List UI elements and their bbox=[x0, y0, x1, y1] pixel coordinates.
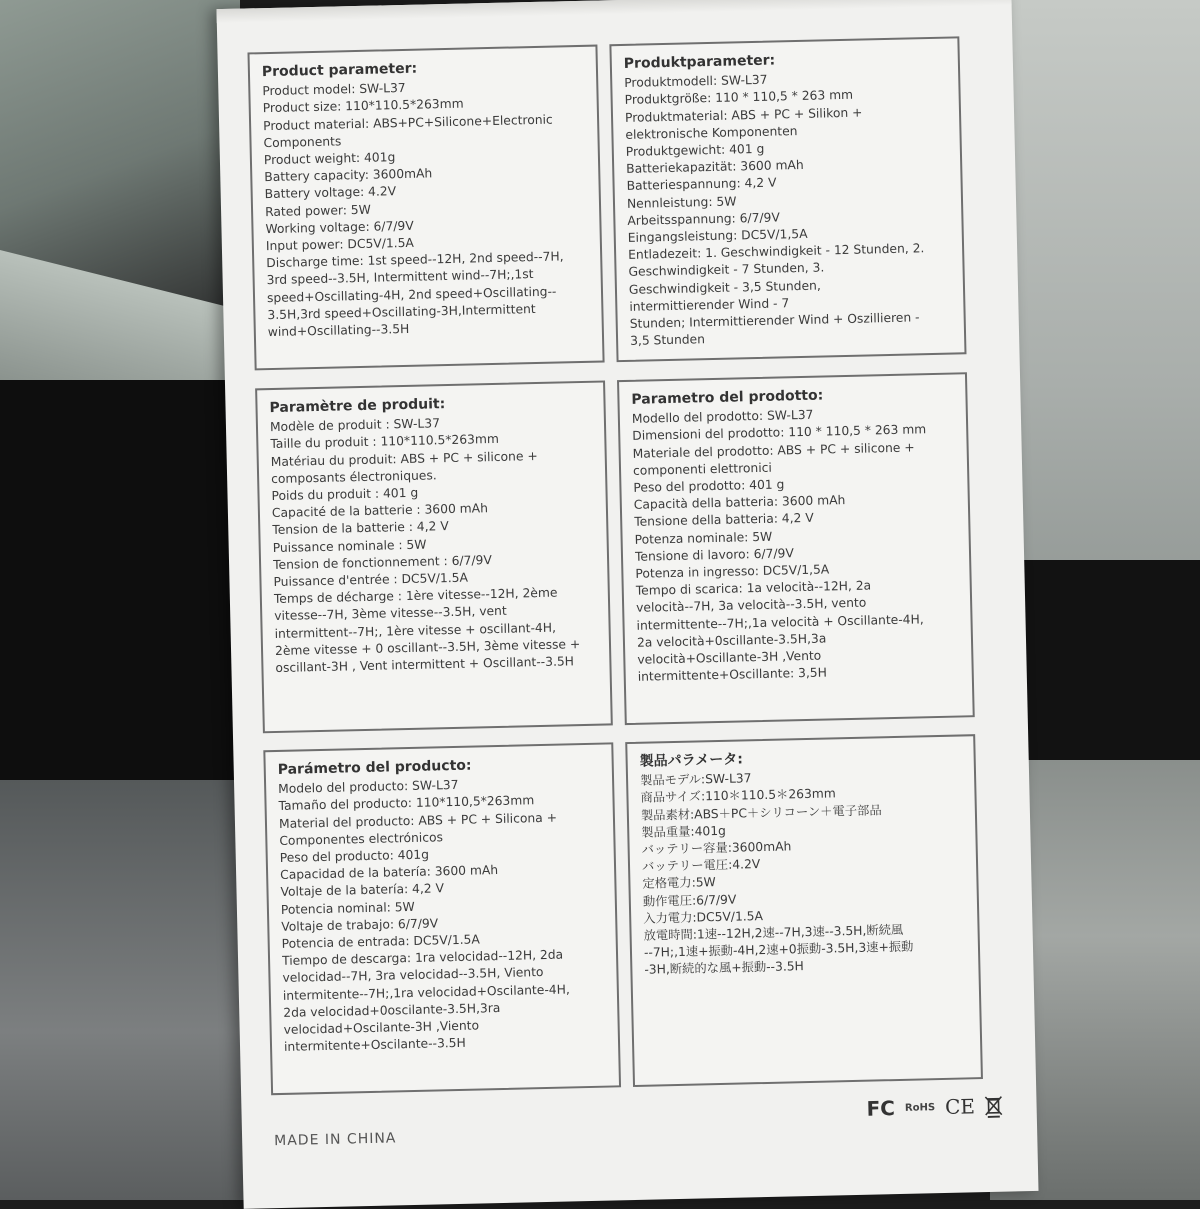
spec-line: Potencia nominal: 5W bbox=[281, 894, 603, 919]
fc-mark: FC bbox=[866, 1096, 895, 1121]
panel-german bbox=[609, 36, 966, 362]
spec-line: Capacidad de la batería: 3600 mAh bbox=[280, 860, 602, 885]
made-in-label: MADE IN CHINA bbox=[274, 1130, 397, 1149]
spec-line: componenti elettronici bbox=[633, 455, 955, 480]
spec-line: Potenza nominale: 5W bbox=[634, 524, 956, 549]
panel-english bbox=[247, 45, 604, 371]
ce-mark: CE bbox=[945, 1094, 975, 1119]
spec-line: 3.5H,3rd speed+Oscillating-3H,Intermittent bbox=[267, 300, 589, 325]
spec-line: Stunden; Intermittierender Wind + Oszillieren - bbox=[630, 309, 952, 334]
spec-line: Poids du produit : 401 g bbox=[271, 481, 593, 506]
spec-line: 入力電力:DC5V/1.5A bbox=[643, 903, 965, 928]
spec-line: Product size: 110*110.5*263mm bbox=[263, 93, 585, 118]
background-left-bottom bbox=[0, 780, 260, 1200]
spec-line: intermittierender Wind - 7 bbox=[629, 291, 951, 316]
spec-line: 製品モデル:SW-L37 bbox=[640, 766, 962, 791]
panel-title: Paramètre de produit: bbox=[269, 393, 591, 418]
spec-line: vitesse--7H, 3ème vitesse--3.5H, vent bbox=[274, 601, 596, 626]
panel-lines bbox=[278, 774, 606, 1056]
background-left-dark bbox=[0, 380, 250, 800]
spec-line: バッテリー電圧:4.2V bbox=[642, 852, 964, 877]
panel-lines bbox=[640, 766, 967, 980]
spec-line: 2ème vitesse + 0 oscillant--3.5H, 3ème vitesse + bbox=[275, 636, 597, 661]
spec-line: speed+Oscillating-4H, 2nd speed+Oscillating-- bbox=[267, 282, 589, 307]
panel-french bbox=[255, 380, 613, 733]
spec-line: Battery capacity: 3600mAh bbox=[264, 162, 586, 187]
panel-title: Parametro del prodotto: bbox=[631, 385, 953, 410]
spec-line: 定格電力:5W bbox=[642, 869, 964, 894]
spec-line: Puissance nominale : 5W bbox=[273, 532, 595, 557]
spec-line: Produktgröße: 110 * 110,5 * 263 mm bbox=[624, 85, 946, 110]
panel-lines bbox=[270, 412, 598, 677]
spec-line: Dimensioni del prodotto: 110 * 110,5 * 263 mm bbox=[632, 421, 954, 446]
spec-line: 3,5 Stunden bbox=[630, 326, 952, 351]
spec-line: Tamaño del producto: 110*110,5*263mm bbox=[278, 791, 600, 816]
rohs-mark: RoHS bbox=[905, 1102, 935, 1114]
spec-line: Voltaje de trabajo: 6/7/9V bbox=[281, 911, 603, 936]
spec-line: Arbeitsspannung: 6/7/9V bbox=[627, 205, 949, 230]
spec-line: composants électroniques. bbox=[271, 464, 593, 489]
spec-line: Produktmodell: SW-L37 bbox=[624, 68, 946, 93]
spec-line: Potencia de entrada: DC5V/1.5A bbox=[282, 929, 604, 954]
panel-title: Produktparameter: bbox=[624, 49, 946, 74]
spec-line: Modello del prodotto: SW-L37 bbox=[632, 404, 954, 429]
spec-line: velocidad--7H, 3ra velocidad--3.5H, Viento bbox=[282, 963, 604, 988]
panel-title: 製品パラメータ: bbox=[639, 746, 961, 771]
spec-line: 製品素材:ABS＋PC＋シリコーン＋電子部品 bbox=[641, 800, 963, 825]
spec-line: Geschwindigkeit - 3,5 Stunden, bbox=[629, 274, 951, 299]
spec-line: intermittent--7H;, 1ère vitesse + oscillant-4H, bbox=[274, 618, 596, 643]
product-box bbox=[216, 0, 1038, 1209]
spec-line: elektronische Komponenten bbox=[625, 119, 947, 144]
spec-line: Capacité de la batterie : 3600 mAh bbox=[272, 498, 594, 523]
panel-title: Product parameter: bbox=[262, 57, 584, 82]
spec-line: Tension de fonctionnement : 6/7/9V bbox=[273, 550, 595, 575]
spec-line: Temps de décharge : 1ère vitesse--12H, 2ème bbox=[274, 584, 596, 609]
spec-line: Material del producto: ABS + PC + Silicona + bbox=[279, 808, 601, 833]
spec-line: Product weight: 401g bbox=[264, 145, 586, 170]
spec-line: Components bbox=[263, 128, 585, 153]
spec-line: Produktmaterial: ABS + PC + Silikon + bbox=[625, 102, 947, 127]
spec-line: Produktgewicht: 401 g bbox=[626, 137, 948, 162]
spec-line: Potenza in ingresso: DC5V/1,5A bbox=[635, 559, 957, 584]
spec-line: -3H,断続的な風+振動--3.5H bbox=[644, 955, 966, 980]
spec-line: velocità+Oscillante-3H ,Vento bbox=[637, 645, 959, 670]
panel-japanese bbox=[625, 734, 983, 1087]
spec-line: Batteriekapazität: 3600 mAh bbox=[626, 154, 948, 179]
spec-line: Input power: DC5V/1.5A bbox=[266, 231, 588, 256]
spec-line: Rated power: 5W bbox=[265, 196, 587, 221]
spec-line: Modèle de produit : SW-L37 bbox=[270, 412, 592, 437]
panel-spanish bbox=[263, 742, 621, 1095]
spec-line: Voltaje de la batería: 4,2 V bbox=[280, 877, 602, 902]
spec-line: 商品サイズ:110＊110.5＊263mm bbox=[640, 783, 962, 808]
spec-line: velocidad+Oscilante-3H ,Viento bbox=[283, 1015, 605, 1040]
spec-line: velocità--7H, 3a velocità--3.5H, vento bbox=[636, 593, 958, 618]
spec-line: Nennleistung: 5W bbox=[627, 188, 949, 213]
spec-line: 2a velocità+0scillante-3.5H,3a bbox=[637, 627, 959, 652]
box-top-edge bbox=[216, 0, 1011, 23]
panel-italian bbox=[617, 372, 975, 725]
spec-line: Peso del prodotto: 401 g bbox=[633, 473, 955, 498]
spec-line: バッテリー容量:3600mAh bbox=[641, 834, 963, 859]
spec-line: 2da velocidad+0oscilante-3.5H,3ra bbox=[283, 997, 605, 1022]
spec-line: Battery voltage: 4.2V bbox=[265, 179, 587, 204]
spec-line: Geschwindigkeit - 7 Stunden, 3. bbox=[628, 257, 950, 282]
spec-line: oscillant-3H , Vent intermittent + Oscillant--3.5H bbox=[275, 653, 597, 678]
spec-line: 動作電圧:6/7/9V bbox=[643, 886, 965, 911]
spec-line: intermittente+Oscillante: 3,5H bbox=[638, 662, 960, 687]
panel-lines bbox=[632, 404, 960, 686]
spec-line: wind+Oscillating--3.5H bbox=[268, 317, 590, 342]
spec-line: Tiempo de descarga: 1ra velocidad--12H, 2da bbox=[282, 946, 604, 971]
panel-lines bbox=[262, 76, 590, 341]
spec-line: Tempo di scarica: 1a velocità--12H, 2a bbox=[636, 576, 958, 601]
spec-line: 製品重量:401g bbox=[641, 817, 963, 842]
spec-line: intermittente--7H;,1a velocità + Oscillante-4H, bbox=[636, 610, 958, 635]
spec-line: Product material: ABS+PC+Silicone+Electronic bbox=[263, 110, 585, 135]
panel-lines bbox=[624, 68, 952, 350]
spec-line: 放電時間:1速--12H,2速--7H,3速--3.5H,断続風 bbox=[643, 920, 965, 945]
spec-line: Tensione della batteria: 4,2 V bbox=[634, 507, 956, 532]
spec-line: Eingangsleistung: DC5V/1,5A bbox=[628, 223, 950, 248]
spec-line: Tensione di lavoro: 6/7/9V bbox=[635, 541, 957, 566]
spec-line: Puissance d'entrée : DC5V/1.5A bbox=[273, 567, 595, 592]
spec-line: Capacità della batteria: 3600 mAh bbox=[634, 490, 956, 515]
spec-line: Materiale del prodotto: ABS + PC + silicone + bbox=[632, 438, 954, 463]
spec-line: intermitente+Oscilante--3.5H bbox=[284, 1032, 606, 1057]
spec-line: Batteriespannung: 4,2 V bbox=[626, 171, 948, 196]
crossed-bin-icon bbox=[985, 1094, 1004, 1118]
spec-line: 3rd speed--3.5H, Intermittent wind--7H;,1st bbox=[266, 265, 588, 290]
spec-line: Discharge time: 1st speed--12H, 2nd speed--7H, bbox=[266, 248, 588, 273]
certification-marks bbox=[866, 1089, 1017, 1124]
spec-line: Product model: SW-L37 bbox=[262, 76, 584, 101]
spec-line: intermitente--7H;,1ra velocidad+Oscilante-4H, bbox=[283, 980, 605, 1005]
spec-line: Working voltage: 6/7/9V bbox=[265, 214, 587, 239]
spec-line: Taille du produit : 110*110.5*263mm bbox=[270, 429, 592, 454]
panel-title: Parámetro del producto: bbox=[278, 755, 600, 780]
spec-line: Modelo del producto: SW-L37 bbox=[278, 774, 600, 799]
spec-line: Entladezeit: 1. Geschwindigkeit - 12 Stunden, 2. bbox=[628, 240, 950, 265]
spec-line: Peso del producto: 401g bbox=[280, 843, 602, 868]
spec-line: --7H;,1速+振動-4H,2速+0振動-3.5H,3速+振動 bbox=[644, 938, 966, 963]
spec-line: Tension de la batterie : 4,2 V bbox=[272, 515, 594, 540]
spec-line: Matériau du produit: ABS + PC + silicone + bbox=[271, 446, 593, 471]
spec-line: Componentes electrónicos bbox=[279, 825, 601, 850]
